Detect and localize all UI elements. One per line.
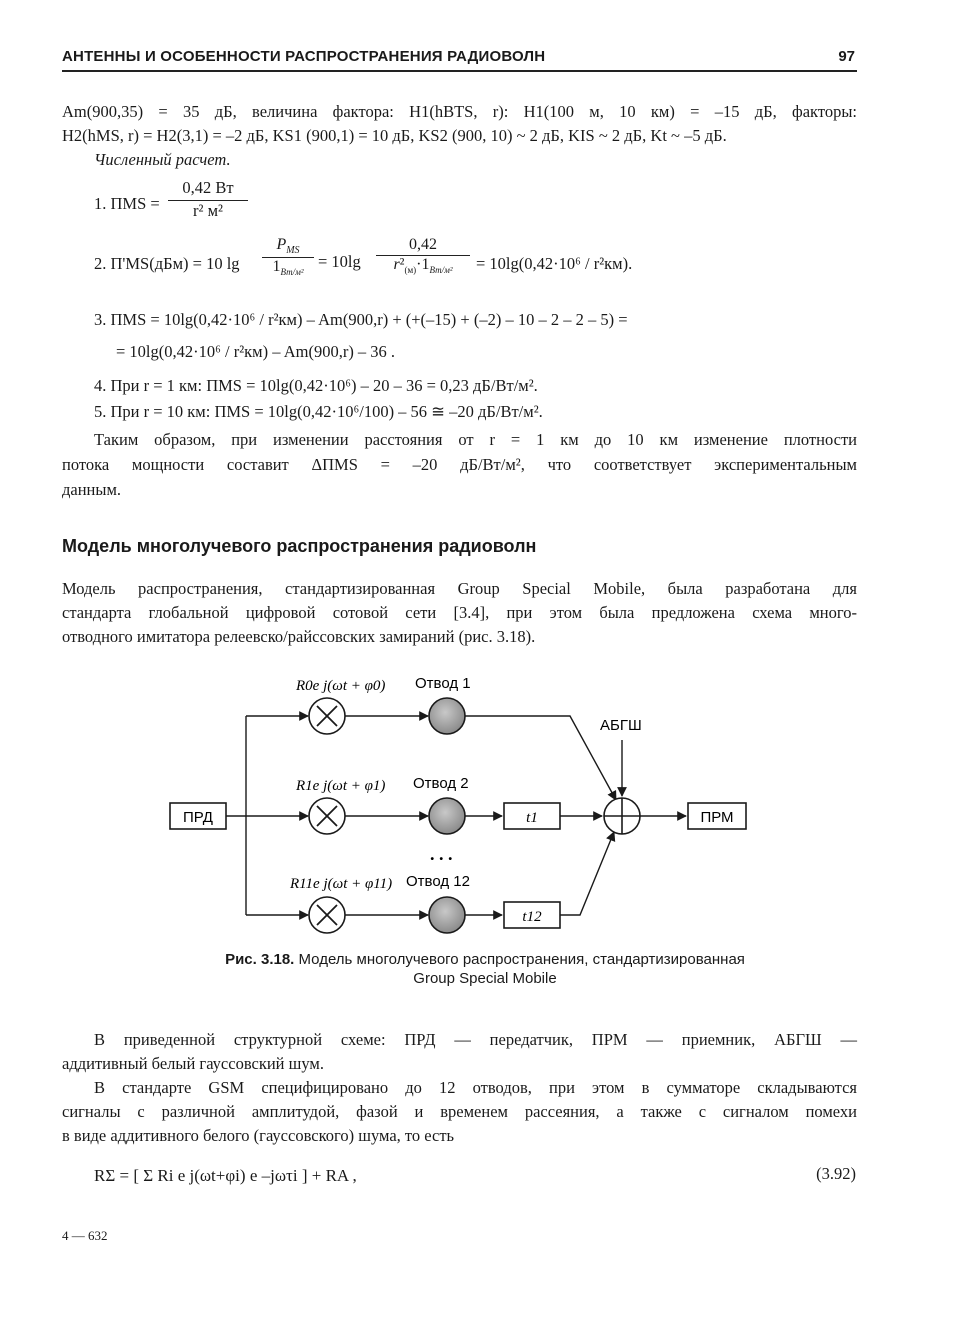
para3-line-2: сигналы с различной амплитудой, фазой и временем рассеяния, а также с сигналом помехи: [62, 1102, 857, 1121]
conclusion-line-3: данным.: [62, 480, 122, 499]
numeric-heading: Численный расчет.: [94, 150, 231, 169]
transmitter-label: ПРД: [183, 809, 213, 826]
section-heading: Модель многолучевого распространения радиоволн: [62, 536, 537, 556]
eq1-denominator: r² м²: [168, 200, 248, 221]
multiplier-11: [309, 897, 345, 933]
noise-label: АБГШ: [600, 717, 642, 734]
multiplier-1: [309, 798, 345, 834]
eq2-fraction-a: $P_{MS}$ $1_{Вт/м^2}$: [262, 236, 314, 277]
intro-line-1: Am(900,35) = 35 дБ, величина фактора: H1(hBTS, r): H1(100 м, 10 км) = –15 дБ, факторы:: [62, 102, 857, 121]
conclusion-line-1: Таким образом, при изменении расстояния от r = 1 км до 10 км изменение плотности: [94, 430, 857, 449]
tap-2-node: [429, 798, 465, 834]
caption-label: Рис. 3.18.: [225, 951, 295, 968]
multiplier-0: [309, 698, 345, 734]
running-header: [62, 44, 857, 72]
eq3-line-2: = 10lg(0,42·10⁶ / r²км) – Am(900,r) – 36 .: [116, 342, 396, 361]
tap-2-label: Отвод 2: [413, 775, 469, 792]
para1-line-2: стандарта глобальной цифровой сотовой сети [3.4], при этом была предложена схема много-: [62, 603, 857, 622]
footer-signature: 4 — 632: [62, 1228, 108, 1243]
para1-line-3: отводного имитатора релеевско/райссовских замираний (рис. 3.18).: [62, 627, 536, 646]
running-title: АНТЕННЫ И ОСОБЕННОСТИ РАСПРОСТРАНЕНИЯ РАДИОВОЛН: [62, 48, 546, 65]
tap-1-node: [429, 698, 465, 734]
para2-line-1: В приведенной структурной схеме: ПРД — передатчик, ПРМ — приемник, АБГШ —: [94, 1030, 857, 1049]
eq2-label: 2. П'MS(дБм) = 10 lg: [94, 254, 240, 273]
receiver-label: ПРМ: [700, 809, 734, 826]
summer-node: [604, 798, 640, 834]
eq3-line-1: 3. ПMS = 10lg(0,42·10⁶ / r²км) – Am(900,r) + (+(–15) + (–2) – 10 – 2 – 2 – 5) =: [94, 310, 628, 329]
delay-1-label: t1: [526, 810, 538, 826]
para3-line-1: В стандарте GSM специфицировано до 12 отводов, при этом в сумматоре складываются: [94, 1078, 857, 1097]
caption-text-1: Модель многолучевого распространения, стандартизированная: [298, 951, 745, 968]
page: АНТЕННЫ И ОСОБЕННОСТИ РАСПРОСТРАНЕНИЯ РАДИОВОЛН 97 Am(900,35) = 35 дБ, величина фактора: H1(hBTS, r): H1(100 м, 10 км) = –15 дБ, факторы: H2(hMS, r) = H2(3,1) = –2 дБ, KS1 (900,1) = 10 дБ, KS2 (900, 10) ~ 2 дБ, KIS ~ 2 дБ, Kt ~ –5 дБ. Численный расчет. 1. ПMS = 0,42 Вт r² м² 2. П'MS(дБм) = 10 lg $P_{MS}$ $1_{Вт/м^2}$ = 10lg 0,42 $r^2_{(м)}\cdot 1_{Вт/м^2}$ = 10lg(0,42·10⁶ / r²км). 3. ПMS = 10lg(0,42·10⁶ / r²км) – Am(900,r) + (+(–15) + (–2) – 10 – 2 – 2 – 5) = = 10lg(0,42·10⁶ / r²км) – Am(900,r) – 36 . 4. При r = 1 км: ПMS = 10lg(0,42·10⁶) – 20 – 36 = 0,23 дБ/Вт/м². 5. При r = 10 км: ПMS = 10lg(0,42·10⁶/100) – 56 ≅ –20 дБ/Вт/м². Таким образом, при изменении расстояния от r = 1 км до 10 км изменение плотности потока мощности составит ΔПMS = –20 дБ/Вт/м², что соответствует экспериментальным данным. Модель многолучевого распространения радиоволн Модель распространения, стандартизированная Group Special Mobile, была разработана для стандарта глобальной цифровой сотовой сети [3.4], при этом была предложена схема много- отводного имитатора релеевско/райссовских замираний (рис. 3.18). ПРД R0e j(ωt + φ0) R1e j(ωt + φ1) R11e j(ωt + φ11) Отвод 1 Отвод 2 Отвод 12 . . . t1 t12 АБГШ ПРМ Рис. 3.18. Модель многолучевого распространения, стандартизированная Group Special Mobile В приведенной структурной схеме: ПРД — передатчик, ПРМ — приемник, АБГШ — аддитивный белый гауссовский шум. В стандарте GSM специфицировано до 12 отводов, при этом в сумматоре складываются сигналы с различной амплитудой, фазой и временем рассеяния, а также с сигналом помехи в виде аддитивного белого (гауссовского) шума, то есть RΣ = [ Σ Ri e j(ωt+φi) e –jωτi ] + RA , (3.92) 4 — 632: [0, 0, 964, 1332]
tap-1-label: Отвод 1: [415, 675, 471, 692]
caption-text-2: Group Special Mobile: [413, 970, 557, 987]
item-4: 4. При r = 1 км: ПMS = 10lg(0,42·10⁶) – 20 – 36 = 0,23 дБ/Вт/м².: [94, 376, 538, 395]
multipath-diagram: [0, 660, 964, 950]
coef-11-label: R11e j(ωt + φ11): [290, 876, 393, 892]
coef-1-label: R1e j(ωt + φ1): [296, 778, 386, 794]
intro-line-2: H2(hMS, r) = H2(3,1) = –2 дБ, KS1 (900,1) = 10 дБ, KS2 (900, 10) ~ 2 дБ, KIS ~ 2 дБ, Kt ~ –5 дБ.: [62, 126, 727, 145]
final-equation: RΣ = [ Σ Ri e j(ωt+φi) e –jωτi ] + RA ,: [94, 1166, 357, 1185]
page-number: 97: [838, 48, 855, 65]
item-5: 5. При r = 10 км: ПMS = 10lg(0,42·10⁶/100) – 56 ≅ –20 дБ/Вт/м².: [94, 402, 543, 421]
eq1-numerator: 0,42 Вт: [182, 178, 234, 197]
eq2-tail: = 10lg(0,42·10⁶ / r²км).: [476, 254, 633, 273]
eq2-fraction-b: 0,42 $r^2_{(м)}\cdot 1_{Вт/м^2}$: [376, 236, 470, 275]
eq1-fraction: [168, 178, 248, 221]
para1-line-1: Модель распространения, стандартизированная Group Special Mobile, была разработана для: [62, 579, 857, 598]
ellipsis: . . .: [430, 844, 453, 864]
eq1-label: 1. ПMS =: [94, 194, 160, 213]
tap-12-node: [429, 897, 465, 933]
delay-12-label: t12: [522, 909, 542, 925]
conclusion-line-2: потока мощности составит ΔПMS = –20 дБ/Вт/м², что соответствует экспериментальным: [62, 455, 857, 474]
figure-caption: [140, 950, 830, 988]
para2-line-2: аддитивный белый гауссовский шум.: [62, 1054, 324, 1073]
para3-line-3: в виде аддитивного белого (гауссовского) шума, то есть: [62, 1126, 455, 1145]
tap-12-label: Отвод 12: [406, 873, 470, 890]
equation-number: (3.92): [816, 1164, 856, 1183]
coef-0-label: R0e j(ωt + φ0): [296, 678, 386, 694]
